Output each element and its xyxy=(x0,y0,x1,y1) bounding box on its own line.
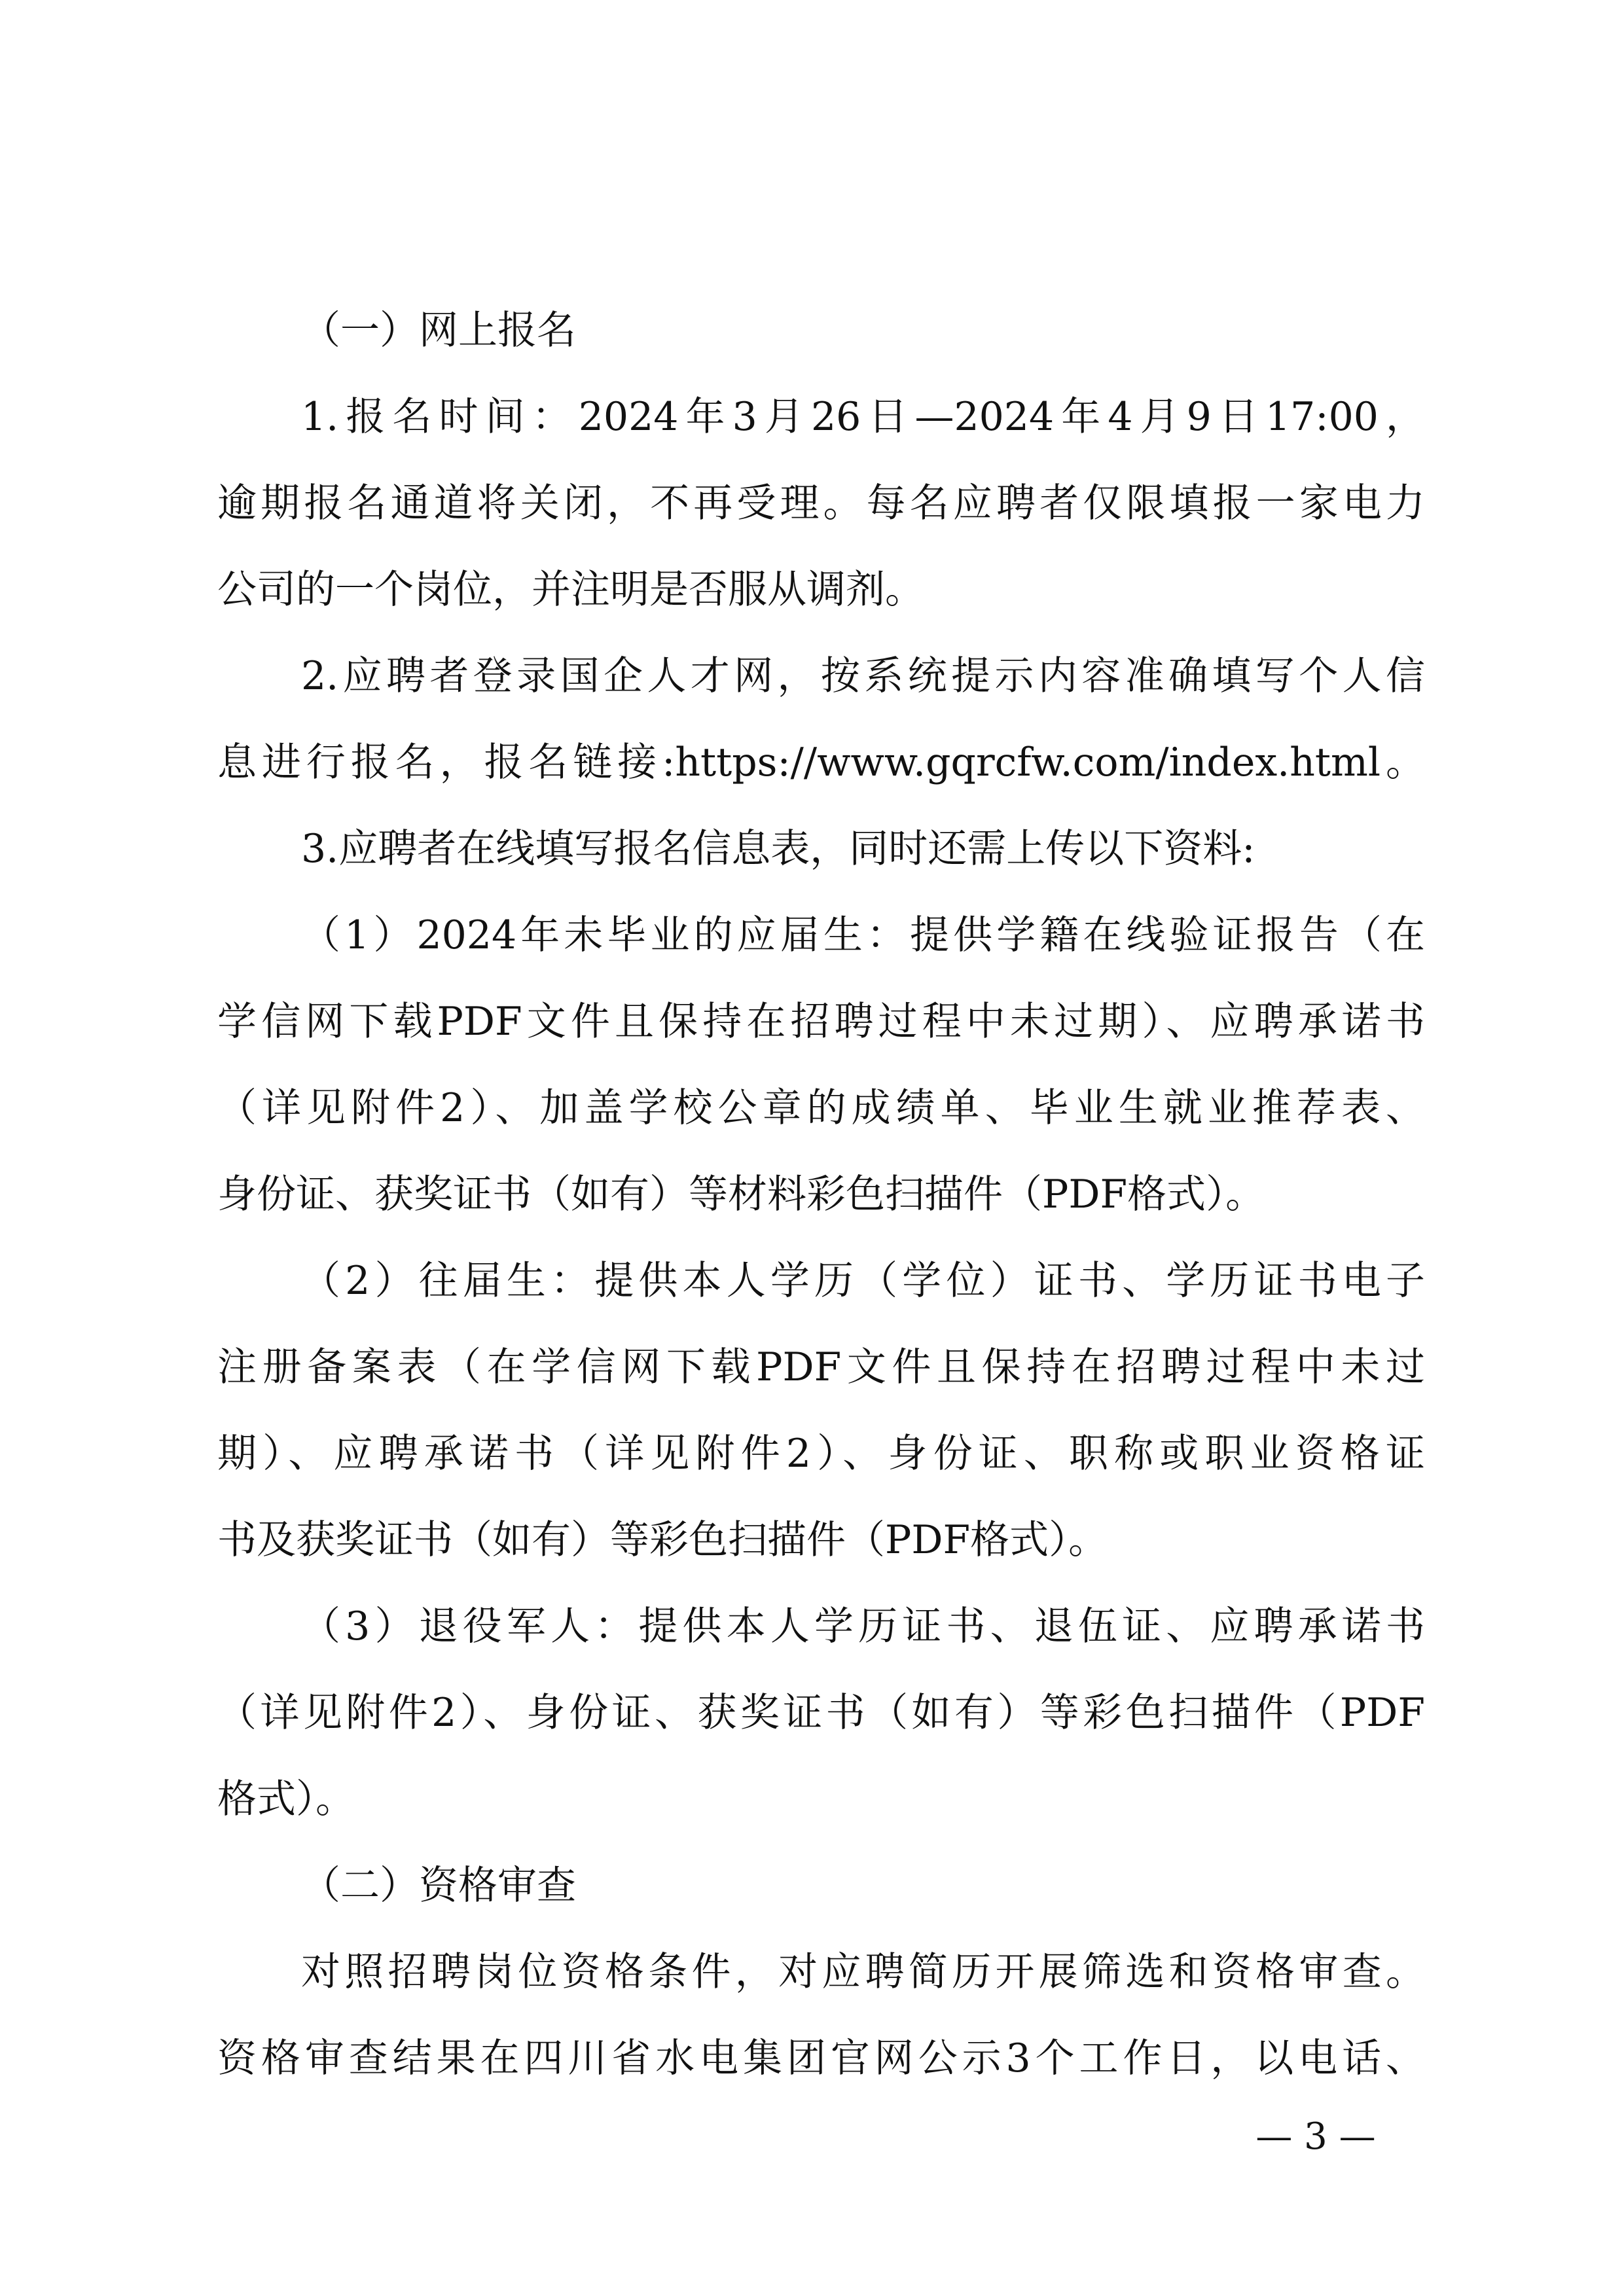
paragraph-line: 格式）。 xyxy=(217,1776,355,1822)
section-heading-qualification-review: （二）资格审查 xyxy=(301,1863,576,1909)
paragraph-line: 逾期报名通道将关闭，不再受理。每名应聘者仅限填报一家电力 xyxy=(217,480,1425,526)
paragraph-line: （详见附件2）、身份证、获奖证书（如有）等彩色扫描件（PDF xyxy=(217,1690,1425,1736)
paragraph-line: 3.应聘者在线填写报名信息表，同时还需上传以下资料: xyxy=(301,826,1255,872)
paragraph-line: 期）、应聘承诺书（详见附件2）、身份证、职称或职业资格证 xyxy=(217,1431,1425,1477)
paragraph-line: 1.报名时间：2024年3月26日—2024年4月9日17:00， xyxy=(301,394,1425,440)
paragraph-line: （2）往届生：提供本人学历（学位）证书、学历证书电子 xyxy=(301,1258,1425,1304)
paragraph-line: 2.应聘者登录国企人才网，按系统提示内容准确填写个人信 xyxy=(301,653,1425,699)
paragraph-line: （3）退役军人：提供本人学历证书、退伍证、应聘承诺书 xyxy=(301,1604,1425,1649)
paragraph-line: 学信网下载PDF文件且保持在招聘过程中未过期）、应聘承诺书 xyxy=(217,999,1425,1045)
page-number: — 3 — xyxy=(1255,2115,1376,2158)
paragraph-line: 对照招聘岗位资格条件，对应聘简历开展筛选和资格审查。 xyxy=(301,1949,1425,1995)
paragraph-line: 公司的一个岗位，并注明是否服从调剂。 xyxy=(217,567,924,613)
section-heading-online-registration: （一）网上报名 xyxy=(301,308,576,353)
paragraph-line: 息进行报名，报名链接:https://www.gqrcfw.com/index.html。 xyxy=(217,740,1425,785)
paragraph-line: （1）2024年未毕业的应届生：提供学籍在线验证报告（在 xyxy=(301,912,1425,958)
paragraph-line: 资格审查结果在四川省水电集团官网公示3个工作日，以电话、 xyxy=(217,2036,1425,2081)
paragraph-line: （详见附件2）、加盖学校公章的成绩单、毕业生就业推荐表、 xyxy=(217,1085,1425,1131)
paragraph-line: 书及获奖证书（如有）等彩色扫描件（PDF格式）。 xyxy=(217,1517,1108,1563)
paragraph-line: 身份证、获奖证书（如有）等材料彩色扫描件（PDF格式）。 xyxy=(217,1172,1265,1217)
paragraph-line: 注册备案表（在学信网下载PDF文件且保持在招聘过程中未过 xyxy=(217,1344,1425,1390)
